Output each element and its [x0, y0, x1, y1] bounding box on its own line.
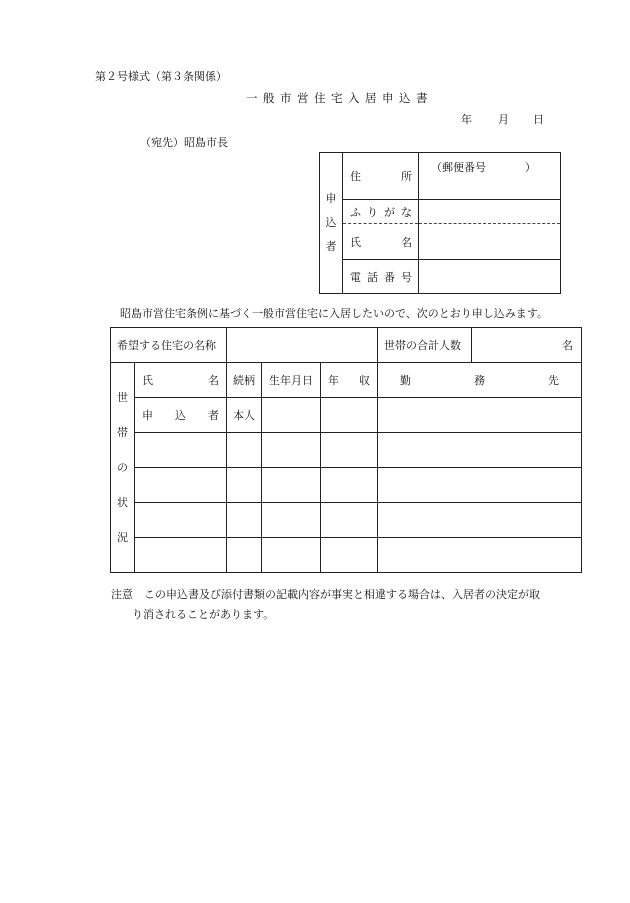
relation-cell[interactable]: [227, 538, 262, 573]
application-statement: 昭島市営住宅条例に基づく一般市営住宅に入居したいので、次のとおり申し込みます。: [120, 307, 548, 320]
workplace-cell[interactable]: [378, 398, 582, 433]
table-row: [111, 503, 582, 538]
document-title: 一般市営住宅入居申込書: [246, 91, 433, 105]
income-cell[interactable]: [321, 398, 378, 433]
phone-label: 電 話 番 号: [343, 260, 419, 294]
name-cell[interactable]: [135, 503, 227, 538]
address-label: 住 所: [343, 153, 419, 200]
birthdate-cell[interactable]: [262, 468, 321, 503]
form-number: 第２号様式（第３条関係）: [95, 70, 227, 83]
total-members-label: 世帯の合計人数: [378, 328, 472, 363]
address-field[interactable]: （郵便番号 ）: [419, 153, 561, 200]
income-cell[interactable]: [321, 468, 378, 503]
workplace-cell[interactable]: [378, 468, 582, 503]
income-cell[interactable]: [321, 538, 378, 573]
applicant-row-label: 申 込 者: [135, 398, 227, 433]
household-side-label: 世 帯 の 状 況: [111, 363, 135, 573]
name-field[interactable]: [419, 224, 561, 260]
workplace-cell[interactable]: [378, 503, 582, 538]
birthdate-cell[interactable]: [262, 433, 321, 468]
table-row: [111, 468, 582, 503]
applicant-table: [319, 152, 561, 294]
birthdate-cell[interactable]: [262, 538, 321, 573]
workplace-cell[interactable]: [378, 433, 582, 468]
birthdate-cell[interactable]: [262, 503, 321, 538]
col-relation-header: 続柄: [227, 363, 262, 398]
applicant-relation: 本人: [227, 398, 262, 433]
relation-cell[interactable]: [227, 503, 262, 538]
name-cell[interactable]: [135, 433, 227, 468]
income-cell[interactable]: [321, 433, 378, 468]
household-table: [110, 327, 582, 573]
table-row: [111, 433, 582, 468]
applicant-side-label: 申 込 者: [320, 153, 343, 294]
table-row: [111, 398, 582, 433]
workplace-cell[interactable]: [378, 538, 582, 573]
note-line-1: 注意 この申込書及び添付書類の記載内容が事実と相違する場合は、入居者の決定が取: [111, 588, 540, 601]
birthdate-cell[interactable]: [262, 398, 321, 433]
date-year-label: 年: [461, 113, 472, 126]
note-line-2: り消されることがあります。: [132, 608, 275, 621]
desired-housing-field[interactable]: [227, 328, 378, 363]
addressee: （宛先）昭島市長: [140, 136, 228, 149]
date-day-label: 日: [533, 113, 544, 126]
furigana-label: ふ り が な: [343, 200, 419, 224]
col-workplace-header: 勤 務 先: [378, 363, 582, 398]
name-label: 氏 名: [343, 224, 419, 260]
name-cell[interactable]: [135, 468, 227, 503]
furigana-field[interactable]: [419, 200, 561, 224]
relation-cell[interactable]: [227, 433, 262, 468]
table-row: [111, 538, 582, 573]
col-name-header: 氏 名: [135, 363, 227, 398]
date-month-label: 月: [498, 113, 509, 126]
postal-code-label: （郵便番号: [431, 161, 486, 174]
name-cell[interactable]: [135, 538, 227, 573]
col-income-header: 年 収: [321, 363, 378, 398]
total-members-field[interactable]: [472, 328, 582, 363]
members-unit: 名: [562, 339, 573, 352]
phone-field[interactable]: [419, 260, 561, 294]
desired-housing-label: 希望する住宅の名称: [111, 328, 227, 363]
col-birthdate-header: 生年月日: [262, 363, 321, 398]
income-cell[interactable]: [321, 503, 378, 538]
relation-cell[interactable]: [227, 468, 262, 503]
